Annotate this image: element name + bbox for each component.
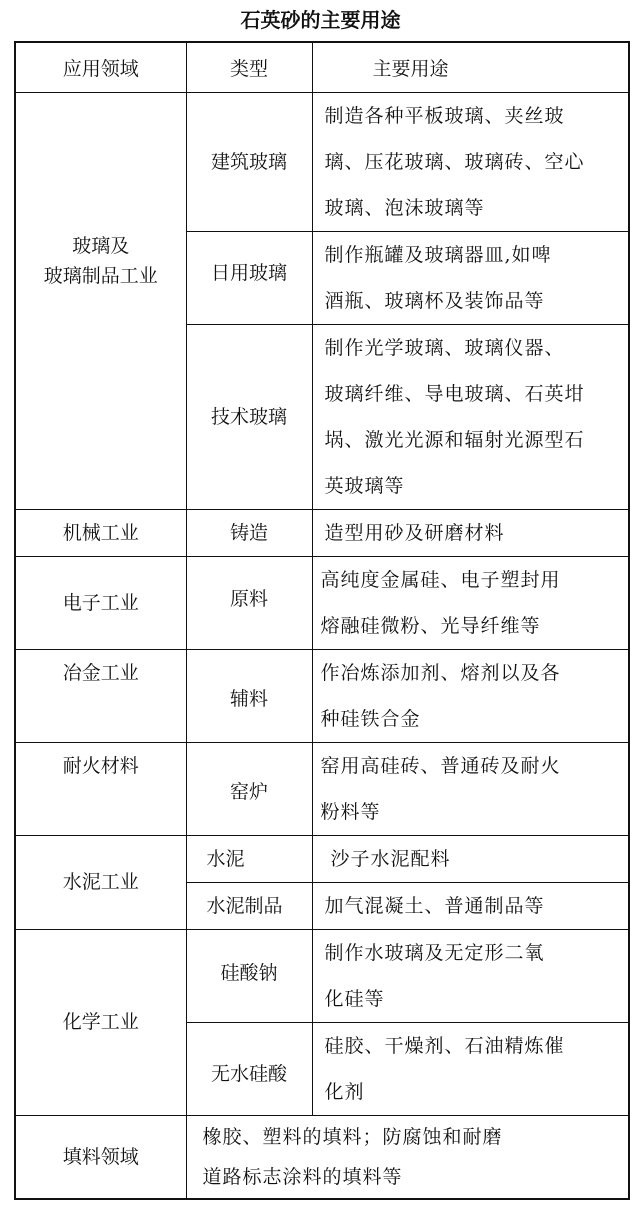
field-cell: 水泥工业 [15,835,186,929]
use-cell [312,509,629,556]
field-cell-glass [15,92,186,509]
use-cell [312,649,629,742]
type-cell: 窑炉 [186,742,312,835]
table-row [15,835,629,882]
table-row [15,556,629,649]
type-cell: 无水硅酸 [186,1022,312,1115]
type-cell: 铸造 [186,509,312,556]
field-label-line: 玻璃及 [72,234,130,257]
quartz-sand-uses-table [14,41,630,1200]
use-line: 制造各种平板玻璃、夹丝玻 [324,104,565,127]
field-cell: 冶金工业 [15,649,186,742]
type-cell: 水泥 [186,835,312,882]
table-row [15,649,629,742]
use-line: 玻璃、泡沫玻璃等 [324,196,485,219]
table-header-row [15,42,629,92]
field-cell: 电子工业 [15,556,186,649]
use-cell [312,1022,629,1115]
use-line: 橡胶、塑料的填料；防腐蚀和耐磨 [202,1125,503,1148]
table-row [15,509,629,556]
type-cell: 原料 [186,556,312,649]
use-line: 道路标志涂料的填料等 [202,1165,403,1188]
use-line: 玻璃纤维、导电玻璃、石英坩 [324,382,585,405]
use-line: 造型用砂及研磨材料 [324,521,505,544]
use-line: 璃、压花玻璃、玻璃砖、空心 [324,150,585,173]
field-cell: 化学工业 [15,929,186,1115]
use-line: 沙子水泥配料 [330,847,451,870]
use-cell [312,92,629,231]
type-cell: 建筑玻璃 [186,92,312,231]
header-field: 应用领域 [15,42,186,92]
table-row [15,92,629,231]
use-line: 酒瓶、玻璃杯及装饰品等 [324,289,545,312]
use-line: 英玻璃等 [324,474,405,497]
table-row [15,742,629,835]
field-label-line: 玻璃制品工业 [43,264,158,287]
use-line: 硅胶、干燥剂、石油精炼催 [324,1034,565,1057]
use-cell [312,231,629,324]
table-row [15,929,629,1022]
use-line: 制作瓶罐及玻璃器皿,如啤 [324,243,552,266]
use-line: 化剂 [324,1080,365,1103]
use-cell [312,556,629,649]
use-line: 窑用高硅砖、普通砖及耐火 [320,754,561,777]
use-line: 高纯度金属硅、电子塑封用 [320,568,561,591]
table-title: 石英砂的主要用途 [240,8,401,32]
use-line: 制作水玻璃及无定形二氧 [324,941,545,964]
use-cell [312,929,629,1022]
use-cell [312,324,629,509]
type-cell: 辅料 [186,649,312,742]
type-cell: 硅酸钠 [186,929,312,1022]
field-cell: 填料领域 [15,1115,186,1199]
use-line: 埚、激光光源和辐射光源型石 [324,428,585,451]
type-cell: 水泥制品 [186,882,312,929]
use-line: 粉料等 [320,800,381,823]
use-line: 熔融硅微粉、光导纤维等 [320,614,541,637]
table-row [15,1115,629,1199]
use-line: 化硅等 [324,987,385,1010]
use-line: 制作光学玻璃、玻璃仪器、 [324,336,565,359]
use-line: 种硅铁合金 [320,707,421,730]
header-use: 主要用途 [312,42,629,92]
use-cell-wide [186,1115,629,1199]
use-cell [312,882,629,929]
type-cell: 技术玻璃 [186,324,312,509]
use-cell [312,742,629,835]
use-line: 作冶炼添加剂、熔剂以及各 [320,661,561,684]
use-line: 加气混凝土、普通制品等 [324,894,545,917]
field-cell: 机械工业 [15,509,186,556]
type-cell: 日用玻璃 [186,231,312,324]
use-cell [312,835,629,882]
field-cell: 耐火材料 [15,742,186,835]
header-type: 类型 [186,42,312,92]
